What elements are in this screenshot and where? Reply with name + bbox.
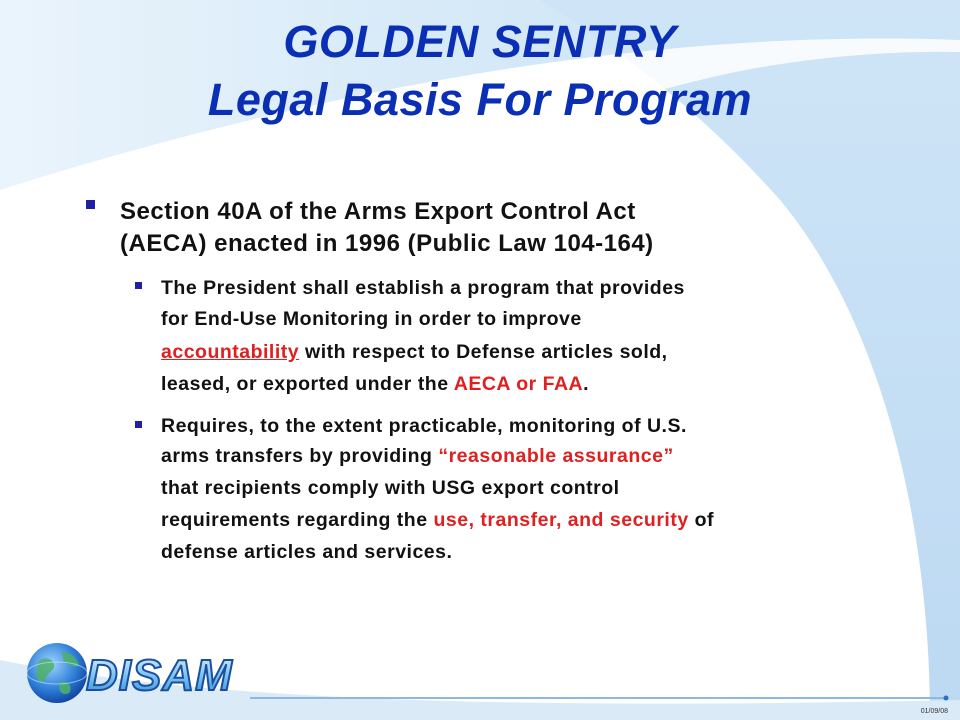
bullet-square-icon bbox=[86, 200, 95, 209]
sub1-line4-end: . bbox=[583, 373, 590, 395]
slide-title-line2: Legal Basis For Program bbox=[207, 74, 753, 125]
sub2-line2 bbox=[161, 442, 674, 471]
sub1-line4 bbox=[161, 370, 589, 399]
sub1-line3-rest: with respect to Defense articles sold, bbox=[299, 341, 668, 363]
sub2-line4 bbox=[161, 506, 714, 535]
use-transfer-security-emphasis: use, transfer, and security bbox=[433, 509, 689, 531]
sub2-line3: that recipients comply with USG export control bbox=[161, 477, 620, 499]
sub2-line4-end: of bbox=[688, 509, 714, 531]
slide-title-line1: GOLDEN SENTRY bbox=[283, 16, 677, 67]
logo-text: DISAM bbox=[86, 651, 233, 700]
reasonable-assurance-emphasis: “reasonable assurance” bbox=[438, 445, 674, 467]
disam-logo bbox=[24, 638, 254, 708]
sub2-line5: defense articles and services. bbox=[161, 541, 453, 563]
sub-bullet-square-icon bbox=[135, 421, 142, 428]
sub2-line4-start: requirements regarding the bbox=[161, 509, 434, 531]
sub2-line1: Requires, to the extent practicable, monitoring of U.S. bbox=[161, 415, 687, 437]
sub1-line2: for End-Use Monitoring in order to improve bbox=[161, 308, 582, 330]
sub1-line4-start: leased, or exported under the bbox=[161, 373, 454, 395]
accountability-emphasis: accountability bbox=[161, 341, 300, 363]
sub1-line1: The President shall establish a program that provides bbox=[161, 277, 685, 299]
sub1-line3 bbox=[161, 338, 668, 367]
sub-bullet-square-icon bbox=[135, 282, 142, 289]
bullet1-line2: (AECA) enacted in 1996 (Public Law 104-164) bbox=[120, 230, 654, 257]
sub2-line2-start: arms transfers by providing bbox=[161, 445, 439, 467]
bullet1-line1: Section 40A of the Arms Export Control Act bbox=[120, 198, 636, 225]
slide-date: 01/09/08 bbox=[920, 708, 948, 715]
aeca-faa-emphasis: AECA or FAA bbox=[453, 373, 584, 395]
globe-icon bbox=[27, 643, 87, 703]
